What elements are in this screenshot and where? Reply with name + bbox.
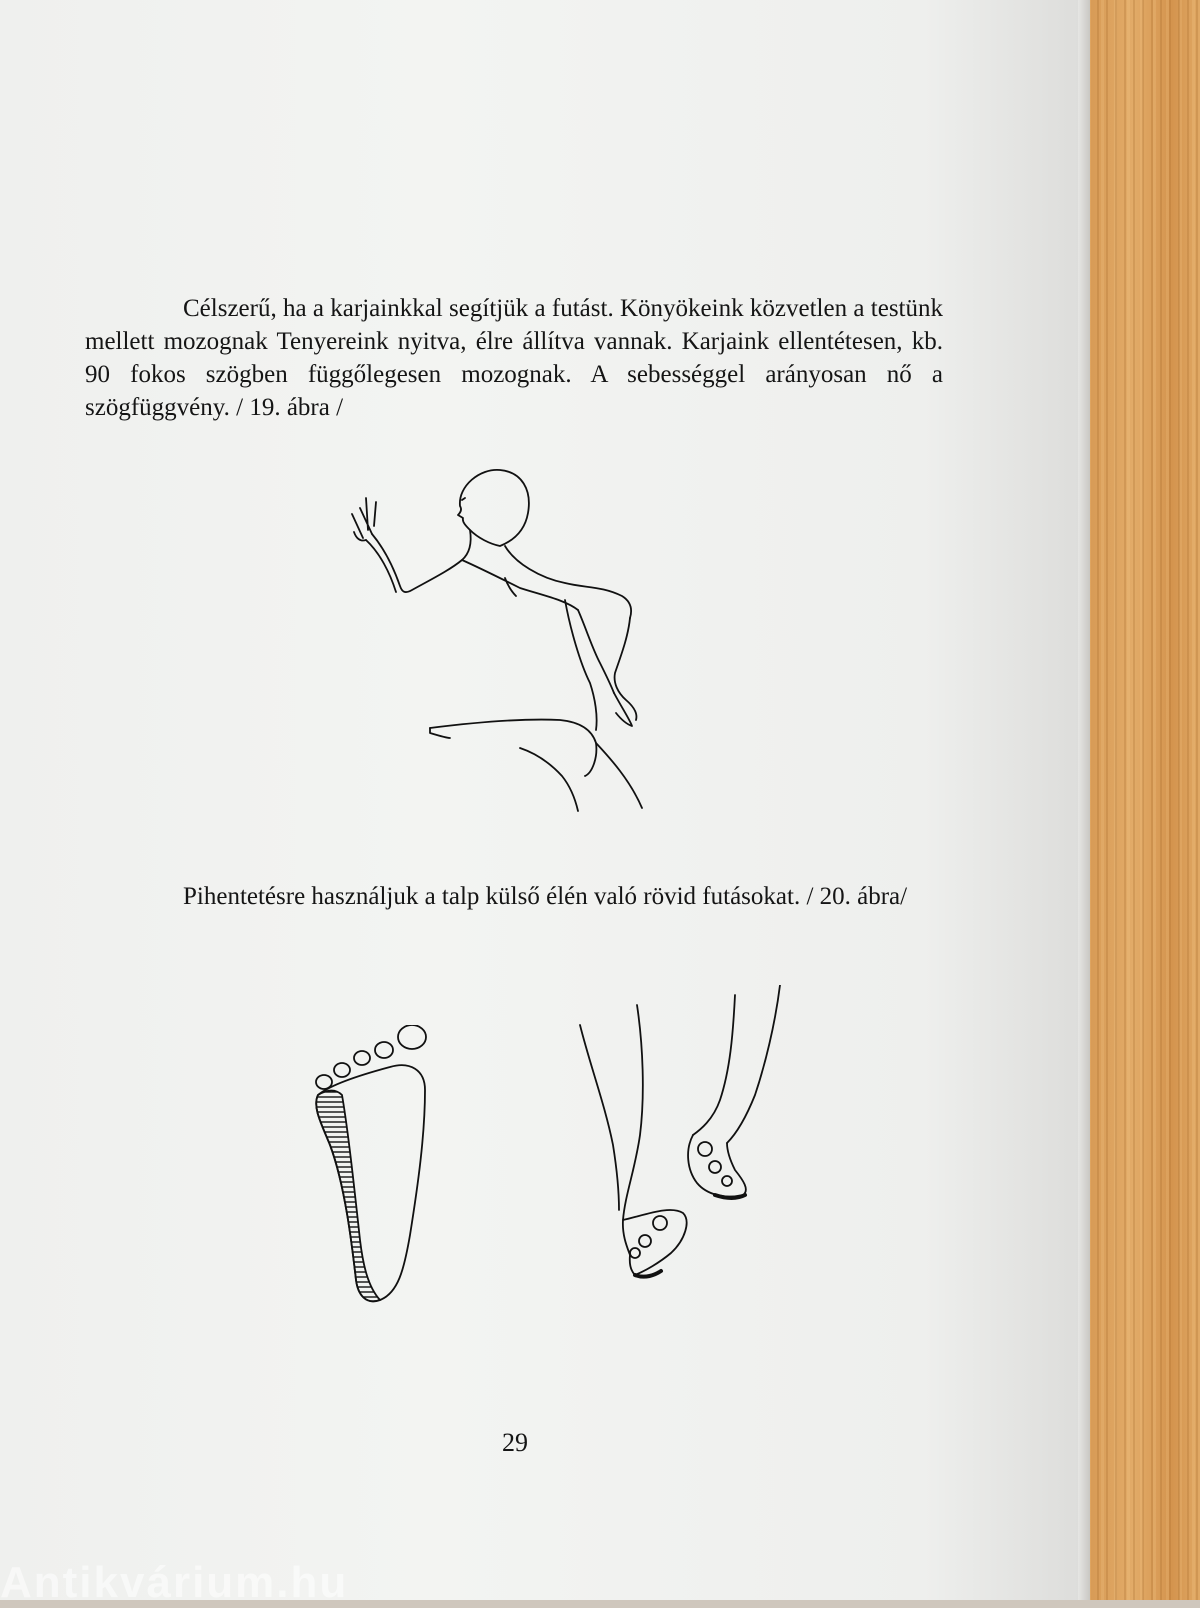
outer-edge-hatch <box>316 1091 380 1302</box>
runner-lower-leg <box>596 743 642 808</box>
figure-19-runner-sketch <box>330 468 650 813</box>
runner-hand <box>352 498 376 541</box>
toe-2 <box>375 1042 393 1058</box>
runner-front-torso <box>462 530 471 560</box>
runner-back-arm <box>615 618 637 720</box>
runner-raised-arm <box>372 534 462 592</box>
watermark: Antikvárium.hu <box>0 1558 349 1607</box>
runner-back <box>505 546 631 618</box>
wooden-table-background <box>1088 0 1200 1600</box>
page-number: 29 <box>502 1428 528 1457</box>
figure-20-feet-sketch <box>575 985 805 1315</box>
big-toe <box>398 1025 426 1049</box>
right-foot <box>688 1135 746 1197</box>
paragraph-arm-technique: Célszerű, ha a karjainkkal segítjük a futást. Könyökeink közvetlen a testünk mellett mozognak Tenyereink nyitva, élre állítva vannak. Karjaink ellentétesen, kb. 90 fokos szögben függőlegesen mozognak. A sebességgel arányosan nő a szögfüggvény. / 19. ábra / <box>85 295 943 421</box>
page-edge-shadow <box>1078 0 1090 1600</box>
runner-thigh <box>430 720 596 776</box>
runner-head <box>458 470 529 546</box>
toe-4 <box>334 1063 350 1077</box>
paragraph-foot-edge: Pihentetésre használjuk a talp külső élén való rövid futásokat. / 20. ábra/ <box>183 883 908 910</box>
toe-3 <box>354 1051 370 1065</box>
figure-20-footprint <box>300 1025 450 1325</box>
